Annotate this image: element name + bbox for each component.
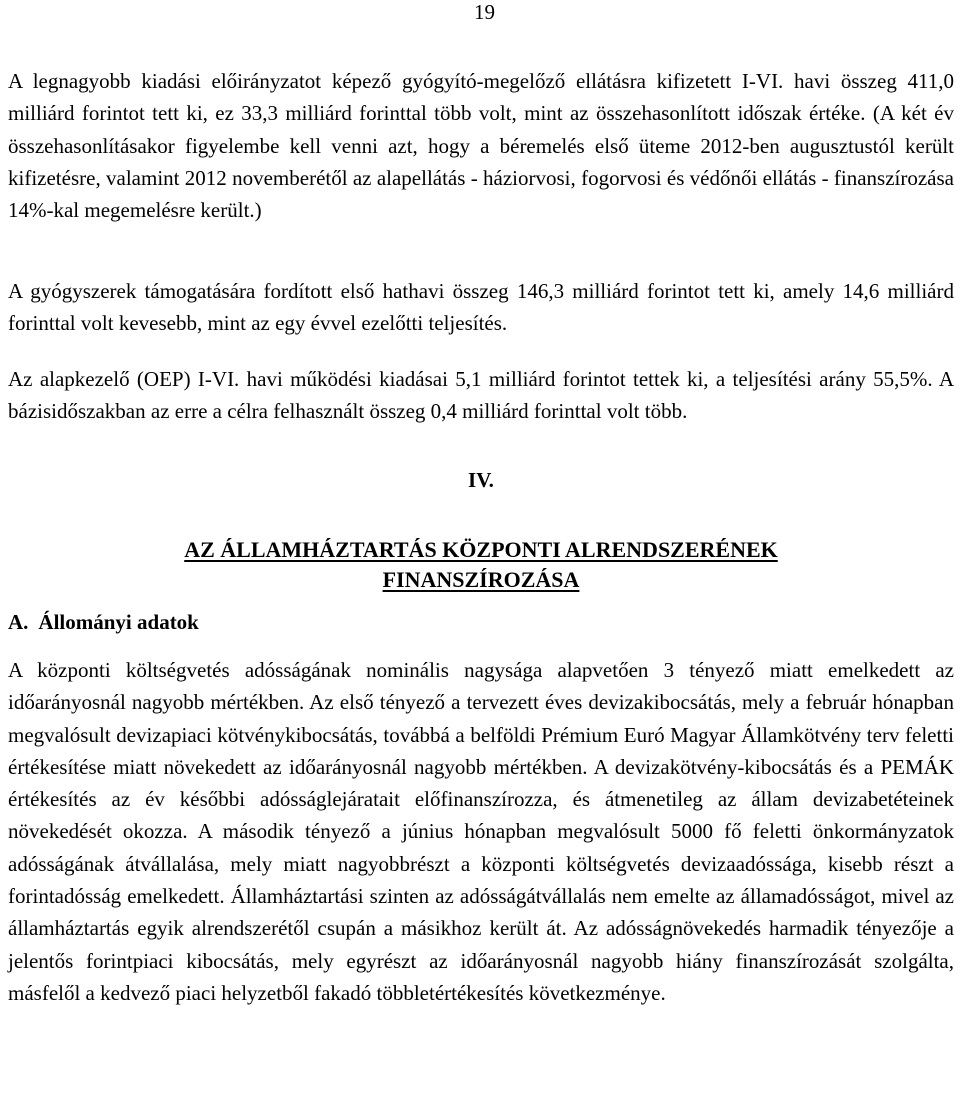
paragraph-curative-care-spending: A legnagyobb kiadási előirányzatot képező gyógyító-megelőző ellátásra kifizetett I-VI. havi összeg 411,0 milliárd forintot tett ki, ez 33,3 milliárd forinttal több volt, mint az összehasonlított időszak értéke. (A két év összehasonlításakor figyelembe kell venni azt, hogy a béremelés első üteme 2012-ben augusztustól került kifizetésre, valamint 2012 novemberétől az alapellátás - háziorvosi, fogorvosi és védőnői ellátás - finanszírozása 14%-kal megemelésre került.) <box>8 69 954 223</box>
section-label: A. <box>8 610 29 634</box>
page-number: 19 <box>474 0 495 24</box>
section-title: Állományi adatok <box>38 610 199 634</box>
chapter-title-line-1: AZ ÁLLAMHÁZTARTÁS KÖZPONTI ALRENDSZERÉNEK <box>184 537 778 562</box>
chapter-title-line-2: FINANSZÍROZÁSA <box>382 567 580 592</box>
chapter-title <box>8 535 954 595</box>
paragraph-fund-manager-expenses: Az alapkezelő (OEP) I-VI. havi működési kiadásai 5,1 milliárd forintot tettek ki, a teljesítési arány 55,5%. A bázisidőszakban az erre a célra felhasznált összeg 0,4 milliárd forinttal volt több. <box>8 367 954 424</box>
paragraph-medicine-subsidy: A gyógyszerek támogatására fordított első hathavi összeg 146,3 milliárd forintot tett ki, amely 14,6 milliárd forinttal volt kevesebb, mint az egy évvel ezelőtti teljesítés. <box>8 279 954 336</box>
section-heading <box>8 607 954 637</box>
paragraph-debt-growth-factors: A központi költségvetés adósságának nominális nagysága alapvetően 3 tényező miatt emelkedett az időarányosnál nagyobb mértékben. Az első tényező a tervezett éves devizakibocsátás, mely a február hónapban megvalósult devizapiaci kötvénykibocsátás, továbbá a belföldi Prémium Euró Magyar Államkötvény terv feletti értékesítése miatt növekedett az időarányosnál nagyobb mértékben. A devizakötvény-kibocsátás és a PEMÁK értékesítés az év későbbi adósságlejáratait előfinanszírozza, és átmenetileg az állam devizabetéteinek növekedését okozza. A második tényező a június hónapban megvalósult 5000 fő feletti önkormányzatok adósságának átvállalása, mely miatt nagyobbrészt a központi költségvetés devizaadóssága, kisebb részt a forintadósság emelkedett. Államháztartási szinten az adósságátvállalás nem emelte az államadósságot, mivel az államháztartás egyik alrendszerétől csupán a másikhoz került át. Az adósságnövekedés harmadik tényezője a jelentős forintpiaci kibocsátás, mely egyrészt az időarányosnál nagyobb hiány finanszírozását szolgálta, másfelől a kedvező piaci helyzetből fakadó többletértékesítés következménye. <box>8 658 954 1005</box>
chapter-number: IV. <box>468 468 494 492</box>
